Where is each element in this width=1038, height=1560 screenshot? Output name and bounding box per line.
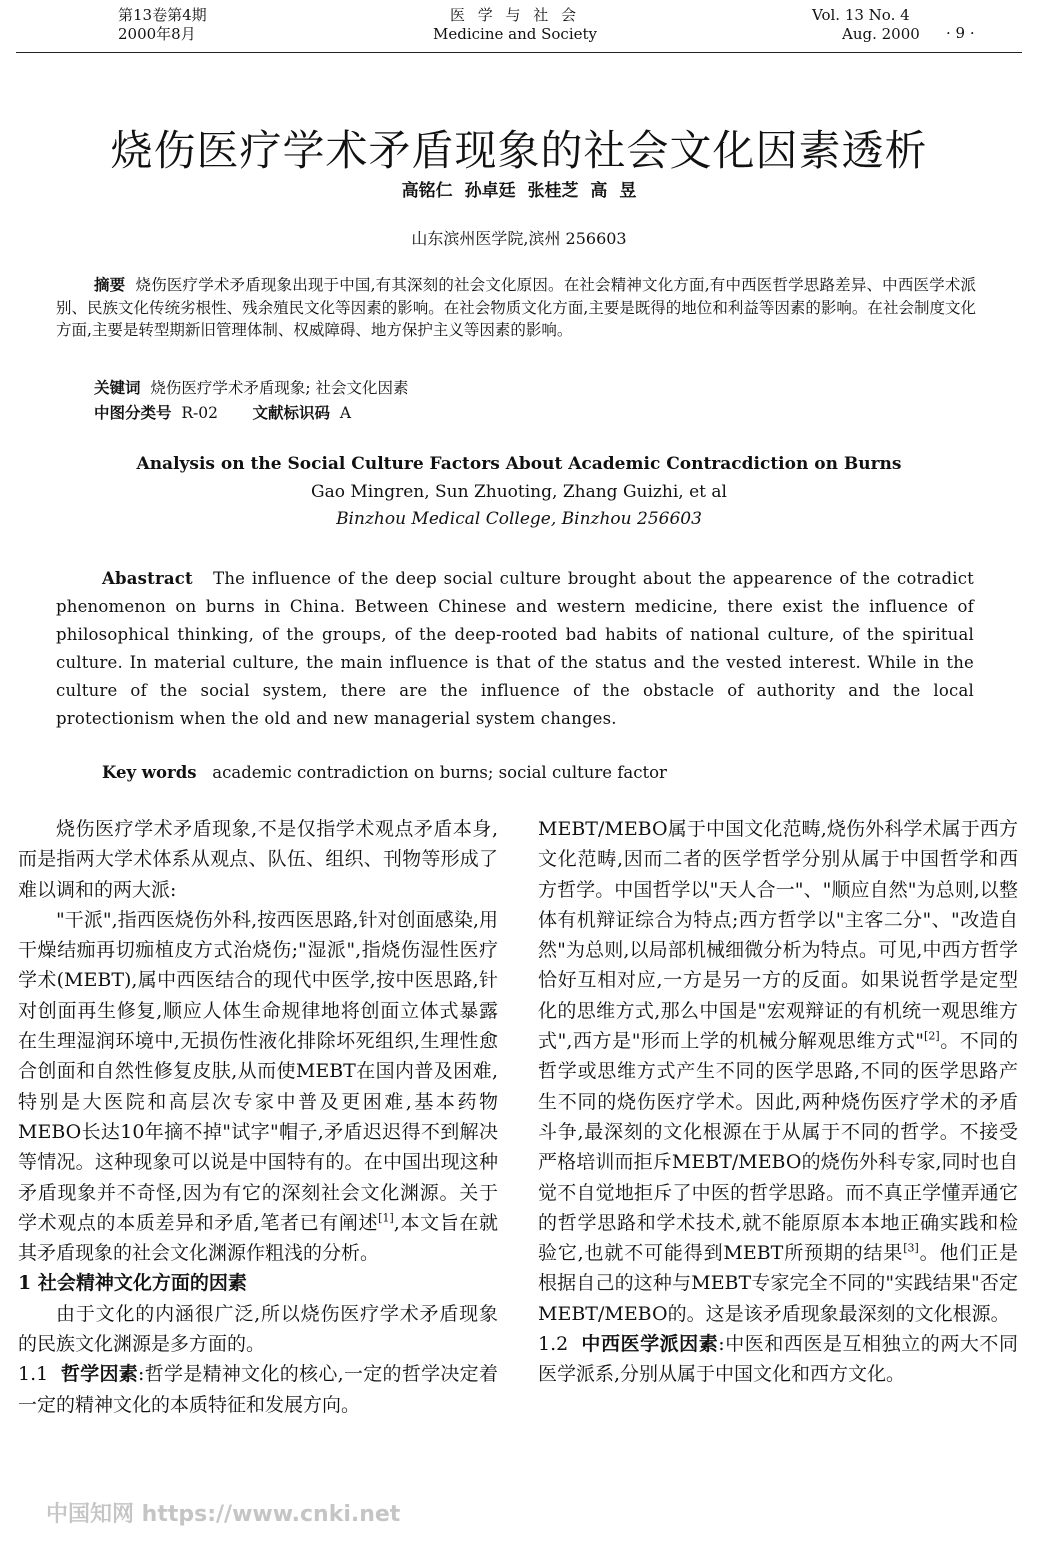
journal-name-cn: 医 学 与 社 会 bbox=[449, 6, 581, 24]
paragraph-text: "干派",指西医烧伤外科,按西医思路,针对创面感染,用干燥结痂再切痂植皮方式治烧伤;"湿派",指烧伤湿性医疗学术(MEBT),属中西医结合的现代中医学,按中医思路,针对创面再生修复,顺应人体生命规律地将创面立体式暴露在生理湿润环境中,无损伤性液化排除坏死组织,生理性愈合创面和自然性修复皮肤,从而使MEBT在国内普及困难,特别是大医院和高层次专家中普及更困难,基本药物MEBO长达10年摘不掉"试字"帽子,矛盾迟迟得不到解决等情况。这种现象可以说是中国特有的。在中国出现这种矛盾现象并不奇怪,因为有它的深刻社会文化渊源。关于学术观点的本质差异和矛盾,笔者已有阐述 bbox=[18, 908, 498, 1234]
paragraph-text: ,本文旨在就其矛盾现象的社会文化渊源作粗浅的分析。 bbox=[18, 1211, 498, 1265]
cnki-watermark: 中国知网 https://www.cnki.net bbox=[46, 1502, 401, 1527]
subsection-title: 中西医学派因素 bbox=[581, 1333, 719, 1356]
abstract-cn-text: 烧伤医疗学术矛盾现象出现于中国,有其深刻的社会文化原因。在社会精神文化方面,有中西医哲学思路差异、中西医学术派别、民族文化传统劣根性、残余殖民文化等因素的影响。在社会物质文化方面,主要是既得的地位和利益等因素的影响。在社会制度文化方面,主要是转型期新旧管理体制、权威障碍、地方保护主义等因素的影响。 bbox=[56, 276, 976, 339]
body-paragraph: 由于文化的内涵很广泛,所以烧伤医疗学术矛盾现象的民族文化渊源是多方面的。 bbox=[18, 1302, 498, 1356]
journal-name-en: Medicine and Society bbox=[433, 25, 597, 43]
keywords-cn-label: 关键词 bbox=[94, 378, 141, 397]
keywords-en-text: academic contradiction on burns; social culture factor bbox=[212, 763, 667, 782]
subsection-paragraph bbox=[538, 1329, 1018, 1390]
keywords-cn bbox=[94, 376, 409, 398]
paragraph-text: 。不同的哲学或思维方式产生不同的医学思路,不同的医学思路产生不同的烧伤医疗学术。因此,两种烧伤医疗学术的矛盾斗争,最深刻的文化根源在于从属于不同的哲学。不接受严格培训而拒斥MEBT/MEBO的烧伤外科专家,同时也自觉不自觉地拒斥了中医的哲学思路。而不真正学懂弄通它的哲学思路和学术技术,就不能原原本本地正确实践和检验它,也就不可能得到MEBT所预期的结果 bbox=[538, 1030, 1018, 1265]
journal-name bbox=[400, 6, 630, 44]
body-paragraph: 烧伤医疗学术矛盾现象,不是仅指学术观点矛盾本身,而是指两大学术体系从观点、队伍、组织、刊物等形成了难以调和的两大派: bbox=[18, 818, 498, 901]
abstract-cn bbox=[56, 274, 976, 342]
volume-issue-en: Vol. 13 No. 4 bbox=[812, 6, 910, 24]
paper-affiliation: 山东滨州医学院,滨州 256603 bbox=[411, 229, 627, 248]
doc-code-label: 文献标识码 bbox=[252, 403, 331, 422]
classification bbox=[94, 401, 351, 423]
clc-label: 中图分类号 bbox=[94, 403, 172, 422]
english-title: Analysis on the Social Culture Factors About Academic Contracdiction on Burns bbox=[136, 454, 902, 474]
body-left-column bbox=[18, 814, 498, 1420]
body-paragraph bbox=[18, 905, 498, 1269]
paper-title: 烧伤医疗学术矛盾现象的社会文化因素透析 bbox=[110, 126, 928, 175]
issue-date-en: Aug. 2000 bbox=[842, 25, 920, 43]
keywords-en bbox=[102, 763, 667, 782]
volume-issue: 第13卷第4期 bbox=[118, 6, 207, 24]
citation-ref: [2] bbox=[924, 1029, 940, 1043]
keywords-en-label: Key words bbox=[102, 763, 197, 782]
subsection-title: 哲学因素 bbox=[60, 1363, 139, 1386]
english-authors: Gao Mingren, Sun Zhuoting, Zhang Guizhi, et al bbox=[311, 482, 727, 502]
abstract-en-text: The influence of the deep social culture brought about the appearence of the cotradict phenomenon on burns in China. Between Chinese and western medicine, there exist the influence of philosophical thinking, of the groups, of the deep-rooted bad habits of national culture, of the spiritual culture. In material culture, the main influence is that of the status and the vested interest. While in the culture of the social system, there are the influence of the obstacle of authority and the local protectionism when the old and new managerial system changes. bbox=[56, 569, 974, 728]
paper-authors: 高铭仁 孙卓廷 张桂芝 高 昱 bbox=[401, 181, 637, 201]
subsection-paragraph bbox=[18, 1359, 498, 1420]
body-paragraph bbox=[538, 814, 1018, 1329]
paragraph-text: MEBT/MEBO属于中国文化范畴,烧伤外科学术属于西方文化范畴,因而二者的医学哲学分别从属于中国哲学和西方哲学。中国哲学以"天人合一"、"顺应自然"为总则,以整体有机辩证综合为特点;西方哲学以"主客二分"、"改造自然"为总则,以局部机械细微分析为特点。可见,中西方哲学恰好互相对应,一方是另一方的反面。如果说哲学是定型化的思维方式,那么中国是"宏观辩证的有机统一观思维方式",西方是"形而上学的机械分解观思维方式" bbox=[538, 818, 1018, 1053]
abstract-en-label: Abastract bbox=[102, 569, 193, 588]
paragraph-text: :哲学是精神文化的核心,一定的哲学决定着一定的精神文化的本质特征和发展方向。 bbox=[18, 1363, 498, 1416]
journal-volume-en bbox=[812, 6, 920, 44]
paragraph-text: :中医和西医是互相独立的两大不同医学派系,分别从属于中国文化和西方文化。 bbox=[538, 1333, 1018, 1386]
citation-ref: [3] bbox=[903, 1241, 919, 1255]
subsection-number: 1.2 bbox=[538, 1333, 569, 1356]
clc-value: R-02 bbox=[181, 404, 219, 422]
paragraph-text: 。他们正是根据自己的这种与MEBT专家完全不同的"实践结果"否定MEBT/MEBO的。这是该矛盾现象最深刻的文化根源。 bbox=[538, 1242, 1018, 1325]
english-affiliation: Binzhou Medical College, Binzhou 256603 bbox=[336, 509, 702, 529]
header-rule bbox=[16, 52, 1022, 53]
keywords-cn-text: 烧伤医疗学术矛盾现象; 社会文化因素 bbox=[150, 379, 409, 397]
citation-ref: [1] bbox=[378, 1211, 394, 1225]
subsection-number: 1.1 bbox=[18, 1363, 49, 1386]
doc-code-value: A bbox=[339, 404, 352, 422]
abstract-en bbox=[56, 565, 974, 733]
issue-date: 2000年8月 bbox=[118, 25, 196, 43]
body-right-column bbox=[538, 814, 1018, 1390]
journal-volume bbox=[118, 6, 207, 44]
section-heading: 1 社会精神文化方面的因素 bbox=[18, 1272, 247, 1295]
abstract-cn-label: 摘要 bbox=[94, 275, 126, 294]
page-number: · 9 · bbox=[946, 24, 975, 42]
